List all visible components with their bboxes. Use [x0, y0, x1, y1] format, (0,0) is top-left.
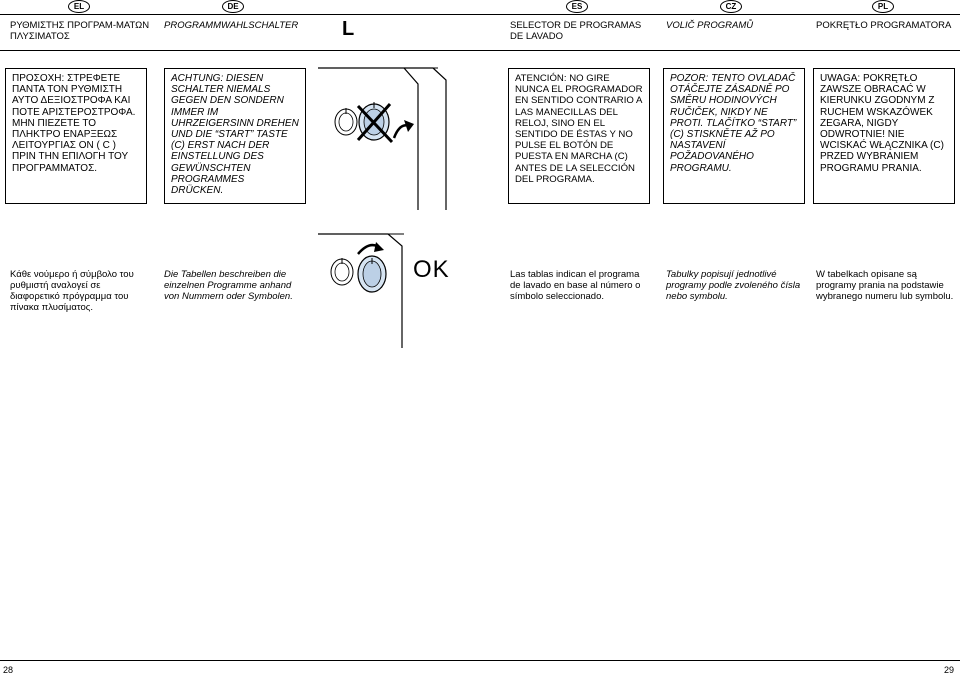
- header-cz: VOLIČ PROGRAMŮ: [666, 20, 754, 31]
- description-pl: W tabelkach opisane są programy prania na podstawie wybranego numeru lub symbolu.: [816, 269, 954, 302]
- bottom-rule: [0, 660, 960, 661]
- dial-correct-illustration: [318, 228, 468, 348]
- page-number-left: 28: [3, 665, 14, 675]
- header-de: PROGRAMMWAHLSCHALTER: [164, 20, 299, 31]
- description-cz: Tabulky popisují jednotlivé programy podle zvoleného čísla nebo symbolu.: [666, 269, 801, 302]
- top-rule: [0, 14, 960, 15]
- page-number-right: 29: [944, 665, 955, 675]
- description-el: Κάθε νούμερο ή σύμβολο του ρυθμιστή αναλογεί σε διαφορετικό πρόγραμμα του πίνακα πλυσίματος.: [10, 269, 134, 313]
- warning-de: ACHTUNG: DIESEN SCHALTER NIEMALS GEGEN DEN SONDERN IMMER IM UHRZEIGERSINN DREHEN UND DIE “START” TASTE (C) ERST NACH DER EINSTELLUNG DES GEWÜNSCHTEN PROGRAMMES DRÜCKEN.: [164, 68, 306, 204]
- warning-cz: POZOR: TENTO OVLADAČ OTÁČEJTE ZÁSADNĚ PO SMĚRU HODINOVÝCH RUČIČEK, NIKDY NE PROTI. TLAČÍTKO “START” (C) STISKNĚTE AŽ PO NASTAVENÍ POŽADOVANÉHO PROGRAMU.: [663, 68, 805, 204]
- dial-warning-illustration: [318, 60, 468, 210]
- header-el: ΡΥΘΜΙΣΤΗΣ ΠΡΟΓΡΑΜ-ΜΑΤΩΝ ΠΛΥΣΙΜΑΤΟΣ: [10, 20, 150, 42]
- warning-es: ATENCIÓN: NO GIRE NUNCA EL PROGRAMADOR EN SENTIDO CONTRARIO A LAS MANECILLAS DEL RELOJ, SINO EN EL SENTIDO DE ÉSTAS Y NO PULSE EL BOTÓN DE PUESTA EN MARCHA (C) ANTES DE LA SELECCIÓN DEL PROGRAMA.: [508, 68, 650, 204]
- warning-pl: UWAGA: POKRĘTŁO ZAWSZE OBRACAĆ W KIERUNKU ZGODNYM Z RUCHEM WSKAZÓWEK ZEGARA, NIGDY ODWROTNIE! NIE WCISKAĆ WŁĄCZNIKA (C) PRZED WYBRANIEM PROGRAMU PRANIA.: [813, 68, 955, 204]
- header-center-letter: L: [342, 18, 355, 40]
- flag-es: ES: [566, 0, 588, 13]
- warning-el: ΠΡΟΣΟΧΗ: ΣΤΡΕΦΕΤΕ ΠΑΝΤΑ ΤΟΝ ΡΥΘΜΙΣΤΗ ΑΥΤΟ ΔΕΞΙΟΣΤΡΟΦΑ ΚΑΙ ΠΟΤΕ ΑΡΙΣΤΕΡΟΣΤΡΟΦΑ. ΜΗΝ ΠΙΕΖΕΤΕ ΤΟ ΠΛΗΚΤΡΟ ΕΝΑΡΞΕΩΣ ΛΕΙΤΟΥΡΓΙΑΣ ON ( C ) ΠΡΙΝ ΤΗΝ ΕΠΙΛΟΓΗ ΤΟΥ ΠΡΟΓΡΑΜΜΑΤΟΣ.: [5, 68, 147, 204]
- header-pl: POKRĘTŁO PROGRAMATORA: [816, 20, 952, 31]
- description-es: Las tablas indican el programa de lavado en base al número o símbolo seleccionado.: [510, 269, 641, 302]
- ok-label: OK: [413, 256, 450, 283]
- flag-de: DE: [222, 0, 244, 13]
- flag-cz: CZ: [720, 0, 742, 13]
- header-bottom-rule: [0, 50, 960, 51]
- description-de: Die Tabellen beschreiben die einzelnen Programme anhand von Nummern oder Symbolen.: [164, 269, 293, 302]
- flag-pl: PL: [872, 0, 894, 13]
- flag-el: EL: [68, 0, 90, 13]
- header-es: SELECTOR DE PROGRAMAS DE LAVADO: [510, 20, 642, 42]
